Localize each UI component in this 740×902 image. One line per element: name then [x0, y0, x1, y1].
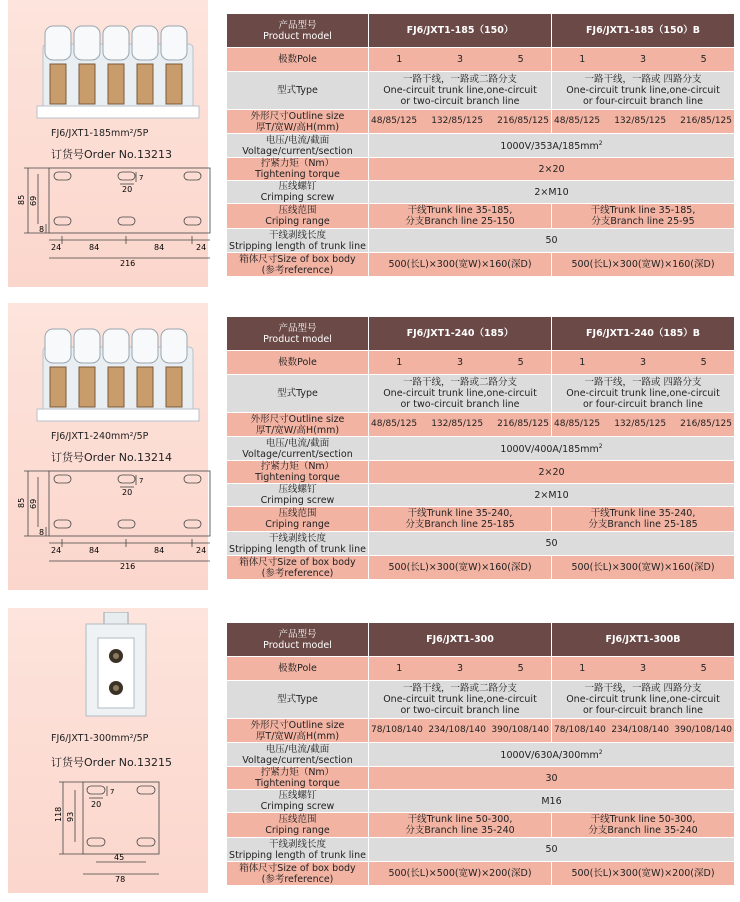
torque-value: 2×20	[369, 461, 735, 484]
dim-69: 69	[29, 498, 38, 509]
dim-7: 7	[110, 788, 115, 796]
range-label: 压线范围 Criping range	[227, 507, 369, 532]
voltage-value: $1000V/353A/185mm^2$	[369, 134, 735, 158]
type-b: 一路干线，一路或 四路分支 One-circuit trunk line,one-circuit or four-circuit branch line	[552, 72, 735, 110]
outline-b: 48/85/125 132/85/125 216/85/125	[552, 110, 735, 134]
dim-216: 216	[120, 562, 136, 571]
model-label: 产品型号 Product model	[227, 14, 369, 48]
range-label: 压线范围 Criping range	[227, 813, 369, 838]
range-a: 干线Trunk line 35-240, 分支Branch line 25-185	[369, 507, 552, 532]
dim-118: 118	[54, 806, 63, 822]
box-b: 500(长L)×300(宽W)×200(深D)	[552, 862, 735, 886]
screw-value: M16	[369, 790, 735, 813]
order-number: 订货号Order No.13213	[51, 148, 173, 161]
product-caption: FJ6/JXT1-185mm²/5P	[51, 128, 149, 139]
box-a: 500(长L)×300(宽W)×160(深D)	[369, 556, 552, 580]
order-number: 订货号Order No.13214	[51, 451, 173, 464]
dim-20: 20	[91, 800, 102, 809]
type-b: 一路干线，一路或 四路分支 One-circuit trunk line,one-circuit or four-circuit branch line	[552, 375, 735, 413]
box-a: 500(长L)×300(宽W)×160(深D)	[369, 253, 552, 277]
dim-24-right: 24	[196, 243, 207, 252]
strip-value: 50	[369, 532, 735, 556]
screw-value: 2×M10	[369, 484, 735, 507]
poles-b: 1 3 5	[552, 351, 735, 375]
product-image-panel	[8, 303, 208, 590]
screw-value: 2×M10	[369, 181, 735, 204]
box-b: 500(长L)×300(宽W)×160(深D)	[552, 556, 735, 580]
dim-216: 216	[120, 259, 136, 268]
dim-8: 8	[39, 528, 45, 537]
range-label: 压线范围 Criping range	[227, 204, 369, 229]
dimension-drawing	[53, 778, 203, 883]
box-label: 箱体尺寸Size of box body (参考reference)	[227, 862, 369, 886]
type-label: 型式Type	[227, 681, 369, 719]
spec-table	[226, 13, 735, 277]
dim-84-left: 84	[89, 546, 100, 555]
outline-b: 48/85/125 132/85/125 216/85/125	[552, 413, 735, 437]
spec-table	[226, 622, 735, 886]
type-b: 一路干线，一路或 四路分支 One-circuit trunk line,one-circuit or four-circuit branch line	[552, 681, 735, 719]
screw-label: 压线螺钉 Crimping screw	[227, 790, 369, 813]
outline-b: 78/108/140 234/108/140 390/108/140	[552, 719, 735, 743]
dim-93: 93	[66, 811, 75, 822]
range-b: 干线Trunk line 35-185, 分支Branch line 25-95	[552, 204, 735, 229]
dim-20: 20	[122, 185, 133, 194]
dim-84-left: 84	[89, 243, 100, 252]
voltage-value: $1000V/630A/300mm^2$	[369, 743, 735, 767]
poles-a: 1 3 5	[369, 351, 552, 375]
product-section-240	[0, 303, 740, 593]
model-a: FJ6/JXT1-300	[369, 623, 552, 657]
dimension-drawing	[16, 162, 216, 272]
strip-value: 50	[369, 838, 735, 862]
dim-84-right: 84	[154, 243, 165, 252]
type-a: 一路干线，一路或二路分支 One-circuit trunk line,one-circuit or two-circuit branch line	[369, 375, 552, 413]
product-image-panel	[8, 608, 208, 893]
terminal-block-1p-photo	[76, 612, 156, 722]
dim-85: 85	[17, 497, 26, 508]
model-a: FJ6/JXT1-185（150）	[369, 14, 552, 48]
dim-20: 20	[122, 488, 133, 497]
torque-value: 30	[369, 767, 735, 790]
model-label: 产品型号 Product model	[227, 317, 369, 351]
spec-table	[226, 316, 735, 580]
poles-a: 1 3 5	[369, 48, 552, 72]
poles-b: 1 3 5	[552, 48, 735, 72]
dim-85: 85	[17, 194, 26, 205]
outline-a: 48/85/125 132/85/125 216/85/125	[369, 413, 552, 437]
range-a: 干线Trunk line 50-300, 分支Branch line 35-240	[369, 813, 552, 838]
product-image-panel	[8, 0, 208, 287]
range-b: 干线Trunk line 35-240, 分支Branch line 25-185	[552, 507, 735, 532]
outline-label: 外形尺寸Outline size 厚T/宽W/高H(mm)	[227, 719, 369, 743]
range-a: 干线Trunk line 35-185, 分支Branch line 25-150	[369, 204, 552, 229]
box-label: 箱体尺寸Size of box body (参考reference)	[227, 556, 369, 580]
dim-69: 69	[29, 195, 38, 206]
model-b: FJ6/JXT1-240（185）B	[552, 317, 735, 351]
pole-label: 极数Pole	[227, 351, 369, 375]
dim-78: 78	[115, 875, 126, 883]
outline-a: 48/85/125 132/85/125 216/85/125	[369, 110, 552, 134]
strip-value: 50	[369, 229, 735, 253]
poles-a: 1 3 5	[369, 657, 552, 681]
order-number: 订货号Order No.13215	[51, 756, 173, 769]
torque-label: 拧紧力矩（Nm） Tightening torque	[227, 767, 369, 790]
model-b: FJ6/JXT1-185（150）B	[552, 14, 735, 48]
box-a: 500(长L)×500(宽W)×200(深D)	[369, 862, 552, 886]
box-b: 500(长L)×300(宽W)×160(深D)	[552, 253, 735, 277]
outline-a: 78/108/140 234/108/140 390/108/140	[369, 719, 552, 743]
terminal-block-5p-photo	[33, 321, 203, 425]
dim-7: 7	[139, 174, 144, 182]
outline-label: 外形尺寸Outline size 厚T/宽W/高H(mm)	[227, 413, 369, 437]
model-b: FJ6/JXT1-300B	[552, 623, 735, 657]
dim-8: 8	[39, 225, 45, 234]
dimension-drawing	[16, 465, 216, 575]
type-label: 型式Type	[227, 72, 369, 110]
screw-label: 压线螺钉 Crimping screw	[227, 484, 369, 507]
terminal-block-5p-photo	[33, 18, 203, 122]
model-label: 产品型号 Product model	[227, 623, 369, 657]
poles-b: 1 3 5	[552, 657, 735, 681]
voltage-label: 电压/电流/截面 Voltage/current/section	[227, 437, 369, 461]
torque-label: 拧紧力矩（Nm） Tightening torque	[227, 461, 369, 484]
product-section-300	[0, 608, 740, 902]
dim-45: 45	[114, 853, 125, 862]
type-label: 型式Type	[227, 375, 369, 413]
outline-label: 外形尺寸Outline size 厚T/宽W/高H(mm)	[227, 110, 369, 134]
dim-7: 7	[139, 477, 144, 485]
pole-label: 极数Pole	[227, 657, 369, 681]
type-a: 一路干线，一路或二路分支 One-circuit trunk line,one-circuit or two-circuit branch line	[369, 72, 552, 110]
torque-value: 2×20	[369, 158, 735, 181]
screw-label: 压线螺钉 Crimping screw	[227, 181, 369, 204]
voltage-value: $1000V/400A/185mm^2$	[369, 437, 735, 461]
pole-label: 极数Pole	[227, 48, 369, 72]
product-caption: FJ6/JXT1-300mm²/5P	[51, 733, 149, 744]
torque-label: 拧紧力矩（Nm） Tightening torque	[227, 158, 369, 181]
dim-24-right: 24	[196, 546, 207, 555]
voltage-label: 电压/电流/截面 Voltage/current/section	[227, 134, 369, 158]
range-b: 干线Trunk line 50-300, 分支Branch line 35-240	[552, 813, 735, 838]
dim-24-left: 24	[51, 546, 62, 555]
strip-label: 干线剥线长度 Stripping length of trunk line	[227, 229, 369, 253]
product-caption: FJ6/JXT1-240mm²/5P	[51, 431, 149, 442]
product-section-185	[0, 0, 740, 290]
dim-84-right: 84	[154, 546, 165, 555]
type-a: 一路干线，一路或二路分支 One-circuit trunk line,one-circuit or two-circuit branch line	[369, 681, 552, 719]
model-a: FJ6/JXT1-240（185）	[369, 317, 552, 351]
strip-label: 干线剥线长度 Stripping length of trunk line	[227, 532, 369, 556]
strip-label: 干线剥线长度 Stripping length of trunk line	[227, 838, 369, 862]
box-label: 箱体尺寸Size of box body (参考reference)	[227, 253, 369, 277]
voltage-label: 电压/电流/截面 Voltage/current/section	[227, 743, 369, 767]
dim-24-left: 24	[51, 243, 62, 252]
